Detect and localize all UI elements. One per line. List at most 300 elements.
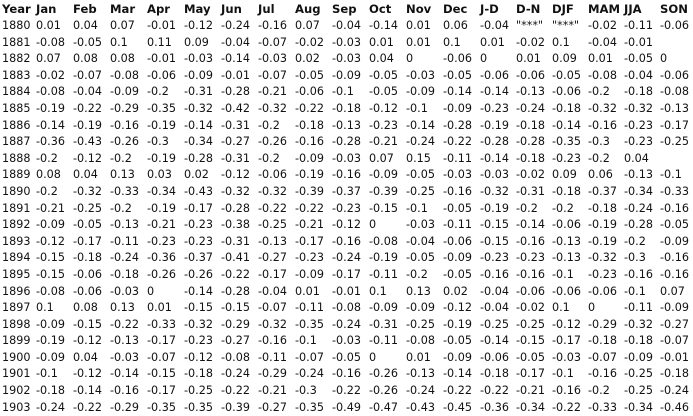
value-cell: -0.16 [258,19,287,32]
value-cell: 0.08 [73,301,98,315]
year-cell: 1887 [2,135,31,149]
value-cell: -0.06 [516,68,545,82]
value-cell: -0.08 [406,334,435,348]
value-cell: 0.01 [516,52,541,66]
value-cell: -0.38 [221,218,250,232]
value-cell: 0.07 [369,151,394,165]
value-cell: -0.05 [295,68,324,82]
value-cell: "***" [552,19,580,32]
value-cell: -0.2 [588,384,610,398]
value-cell: -0.06 [660,68,689,82]
year-cell: 1901 [2,367,31,381]
value-cell: -0.14 [480,85,509,99]
value-cell: -0.2 [588,151,610,165]
value-cell: -0.18 [552,184,581,198]
value-cell: -0.29 [110,101,139,115]
value-cell: -0.34 [624,400,653,414]
value-cell: -0.26 [184,267,213,281]
value-cell: -0.18 [73,251,102,265]
value-cell: -0.03 [443,168,472,182]
value-cell: -0.1 [406,101,428,115]
value-cell: 0.07 [660,284,685,298]
value-cell: -0.24 [221,367,250,381]
value-cell: 0 [147,284,155,298]
value-cell: -0.25 [516,317,545,331]
value-cell: -0.18 [184,367,213,381]
value-cell: 0.09 [552,168,577,182]
value-cell: -0.09 [443,101,472,115]
value-cell: 0.01 [295,284,320,298]
value-cell: -0.03 [332,52,361,66]
value-cell: -0.2 [406,267,428,281]
year-cell: 1886 [2,118,31,132]
value-cell: -0.03 [332,334,361,348]
value-cell: -0.15 [36,267,65,281]
value-cell: -0.14 [480,334,509,348]
value-cell: 0 [480,52,488,66]
value-cell: -0.13 [552,234,581,248]
value-cell: -0.01 [660,350,689,364]
value-cell: -0.23 [184,334,213,348]
value-cell: -0.24 [332,251,361,265]
value-cell: -0.14 [406,118,435,132]
column-header: Apr [147,2,170,16]
value-cell: 0.07 [295,19,320,32]
value-cell: -0.12 [552,317,581,331]
value-cell: -0.23 [147,234,176,248]
value-cell: 0.02 [443,284,468,298]
value-cell: -0.24 [660,384,689,398]
value-cell: -0.16 [480,267,509,281]
value-cell: -0.39 [369,184,398,198]
value-cell: 0.01 [588,52,613,66]
value-cell: -0.06 [258,168,287,182]
value-cell: -0.13 [258,234,287,248]
value-cell: 0.06 [588,168,613,182]
value-cell: -0.2 [110,201,132,215]
column-header: Sep [332,2,357,16]
value-cell: 0 [369,218,377,232]
value-cell: -0.28 [480,135,509,149]
year-cell: 1896 [2,284,31,298]
value-cell: -0.19 [36,101,65,115]
value-cell: -0.2 [36,151,58,165]
value-cell: -0.01 [624,35,653,49]
value-cell: -0.08 [332,301,361,315]
value-cell: -0.02 [516,35,545,49]
table-row [0,51,693,68]
value-cell: 0.03 [147,168,172,182]
value-cell: -0.16 [332,367,361,381]
value-cell: -0.18 [552,101,581,115]
value-cell: -0.31 [516,184,545,198]
value-cell: -0.43 [73,135,102,149]
year-cell: 1882 [2,52,31,66]
value-cell: -0.34 [516,400,545,414]
value-cell: -0.37 [588,184,617,198]
table-row [0,151,693,168]
value-cell: -0.19 [147,118,176,132]
value-cell: -0.19 [480,118,509,132]
table-row [0,217,693,234]
value-cell: 0.04 [73,168,98,182]
value-cell: -0.22 [480,384,509,398]
value-cell: -0.1 [660,168,682,182]
value-cell: -0.09 [36,317,65,331]
table-row [0,35,693,52]
value-cell: -0.09 [369,168,398,182]
value-cell: -0.31 [221,151,250,165]
value-cell: -0.2 [147,85,169,99]
value-cell: -0.05 [660,218,689,232]
value-cell: -0.24 [295,367,324,381]
value-cell: -0.25 [480,317,509,331]
value-cell: -0.18 [295,118,324,132]
value-cell: -0.26 [369,367,398,381]
value-cell: 0.02 [295,52,320,66]
value-cell: -0.06 [480,350,509,364]
value-cell: -0.1 [332,85,354,99]
value-cell: -0.12 [443,301,472,315]
value-cell: 0.13 [110,301,135,315]
value-cell: -0.04 [258,284,287,298]
value-cell: -0.2 [552,201,574,215]
value-cell: -0.35 [295,400,324,414]
value-cell: -0.17 [660,118,689,132]
value-cell: -0.28 [184,151,213,165]
value-cell: -0.22 [221,267,250,281]
value-cell: -0.16 [552,384,581,398]
value-cell: -0.22 [295,201,324,215]
value-cell: -0.07 [73,68,102,82]
value-cell: -0.15 [516,334,545,348]
year-cell: 1885 [2,101,31,115]
value-cell: -0.27 [258,251,287,265]
value-cell: 0.04 [73,350,98,364]
value-cell: -0.26 [110,135,139,149]
year-cell: 1881 [2,35,31,49]
value-cell: -0.13 [624,168,653,182]
value-cell: -0.29 [258,367,287,381]
value-cell: -0.04 [221,35,250,49]
value-cell: -0.05 [369,68,398,82]
value-cell: -0.16 [624,267,653,281]
value-cell: -0.16 [258,334,287,348]
value-cell: -0.18 [110,267,139,281]
value-cell: -0.3 [147,135,169,149]
value-cell: -0.23 [369,118,398,132]
value-cell: 0.07 [36,52,61,66]
value-cell: -0.1 [624,284,646,298]
value-cell: -0.09 [295,151,324,165]
value-cell: -0.08 [221,350,250,364]
value-cell: -0.22 [258,201,287,215]
value-cell: -0.1 [36,367,58,381]
value-cell: -0.29 [110,400,139,414]
value-cell: -0.37 [184,251,213,265]
value-cell: -0.27 [660,317,689,331]
value-cell: -0.03 [332,151,361,165]
year-cell: 1900 [2,350,31,364]
value-cell: -0.17 [73,234,102,248]
value-cell: -0.45 [443,400,472,414]
value-cell: -0.14 [184,284,213,298]
value-cell: -0.19 [147,201,176,215]
column-header: Jun [221,2,242,16]
value-cell: -0.03 [406,68,435,82]
value-cell: -0.11 [443,218,472,232]
value-cell: -0.2 [258,118,280,132]
value-cell: -0.19 [369,251,398,265]
value-cell: -0.22 [221,384,250,398]
value-cell: -0.46 [660,400,689,414]
value-cell: -0.21 [295,218,324,232]
value-cell: -0.23 [480,101,509,115]
value-cell: 0.1 [552,301,570,315]
value-cell: -0.14 [443,367,472,381]
value-cell: -0.3 [588,135,610,149]
value-cell: -0.19 [480,201,509,215]
value-cell: -0.11 [110,234,139,248]
value-cell: -0.36 [480,400,509,414]
value-cell: -0.06 [552,218,581,232]
table-row [0,300,693,317]
value-cell: -0.49 [332,400,361,414]
value-cell: -0.09 [295,267,324,281]
value-cell: -0.24 [221,19,250,32]
value-cell: 0.1 [443,35,461,49]
value-cell: -0.13 [516,85,545,99]
value-cell: -0.28 [221,85,250,99]
value-cell: -0.07 [295,350,324,364]
value-cell: 0 [660,52,668,66]
value-cell: -0.08 [36,85,65,99]
year-cell: 1891 [2,201,31,215]
value-cell: -0.23 [480,251,509,265]
year-cell: 1902 [2,384,31,398]
value-cell: -0.27 [258,400,287,414]
year-cell: 1892 [2,218,31,232]
value-cell: -0.06 [73,284,102,298]
value-cell: -0.09 [184,68,213,82]
table-row [0,167,693,184]
value-cell: -0.31 [221,118,250,132]
value-cell: -0.06 [516,284,545,298]
column-header: Year [2,2,31,16]
column-header: D-N [516,2,541,16]
value-cell: -0.28 [221,284,250,298]
year-cell: 1883 [2,68,31,82]
value-cell: -0.06 [295,85,324,99]
table-row [0,267,693,284]
value-cell: -0.16 [660,251,689,265]
value-cell: -0.33 [588,400,617,414]
value-cell: -0.35 [147,101,176,115]
value-cell: -0.14 [516,218,545,232]
value-cell: 0.1 [110,35,128,49]
value-cell: -0.15 [147,367,176,381]
value-cell: 0 [588,301,596,315]
value-cell: -0.21 [369,135,398,149]
value-cell: -0.29 [588,317,617,331]
table-row [0,350,693,367]
year-cell: 1890 [2,184,31,198]
value-cell: -0.05 [443,68,472,82]
value-cell: -0.22 [443,384,472,398]
value-cell: 0.07 [110,19,135,32]
value-cell: -0.1 [406,201,428,215]
value-cell: -0.02 [295,35,324,49]
value-cell: -0.1 [552,367,574,381]
year-cell: 1895 [2,267,31,281]
value-cell: -0.25 [184,384,213,398]
value-cell: 0.1 [552,35,570,49]
year-cell: 1897 [2,301,31,315]
value-cell: -0.2 [36,184,58,198]
value-cell: -0.11 [258,350,287,364]
value-cell: -0.05 [516,350,545,364]
value-cell: 0.01 [406,19,431,32]
value-cell: -0.28 [516,135,545,149]
value-cell: 0.08 [73,52,98,66]
value-cell: -0.12 [184,19,213,32]
value-cell: -0.05 [443,267,472,281]
value-cell: -0.01 [332,284,361,298]
value-cell: -0.22 [73,400,102,414]
value-cell: -0.19 [73,118,102,132]
value-cell: -0.02 [516,168,545,182]
value-cell: -0.22 [295,101,324,115]
table-row [0,234,693,251]
value-cell: -0.09 [624,350,653,364]
value-cell: -0.15 [184,301,213,315]
table-row [0,68,693,85]
value-cell: -0.09 [660,234,689,248]
value-cell: -0.18 [332,101,361,115]
table-row [0,250,693,267]
value-cell: -0.32 [258,317,287,331]
value-cell: -0.2 [588,85,610,99]
value-cell: -0.25 [624,384,653,398]
value-cell: -0.17 [332,267,361,281]
value-cell: -0.18 [624,334,653,348]
value-cell: -0.01 [147,52,176,66]
value-cell: -0.12 [184,350,213,364]
column-header: Jul [258,2,275,16]
year-cell: 1899 [2,334,31,348]
table-row [0,134,693,151]
table-row [0,284,693,301]
year-cell: 1888 [2,151,31,165]
value-cell: -0.35 [147,400,176,414]
value-cell: -0.07 [258,68,287,82]
value-cell: -0.04 [480,284,509,298]
value-cell: -0.16 [660,201,689,215]
value-cell: -0.09 [406,301,435,315]
value-cell: -0.15 [480,218,509,232]
value-cell: -0.16 [588,118,617,132]
value-cell: -0.32 [184,317,213,331]
value-cell: 0.15 [406,151,431,165]
value-cell: -0.02 [516,301,545,315]
table-row [0,333,693,350]
value-cell: 0.01 [406,350,431,364]
value-cell: -0.2 [110,151,132,165]
table-row [0,366,693,383]
value-cell: -0.21 [516,384,545,398]
value-cell: -0.18 [588,334,617,348]
value-cell: -0.19 [36,334,65,348]
value-cell: -0.11 [443,151,472,165]
value-cell: -0.17 [258,267,287,281]
table-row [0,184,693,201]
value-cell: -0.27 [221,334,250,348]
column-header: JJA [624,2,642,16]
value-cell: -0.06 [73,267,102,281]
value-cell: -0.11 [624,301,653,315]
value-cell: -0.03 [480,168,509,182]
value-cell: -0.19 [588,218,617,232]
column-header: MAM [588,2,621,16]
value-cell: -0.03 [552,350,581,364]
value-cell: -0.17 [516,367,545,381]
value-cell: -0.24 [110,251,139,265]
column-header: J-D [480,2,499,16]
value-cell: -0.32 [258,101,287,115]
value-cell: -0.11 [295,301,324,315]
value-cell: -0.35 [295,317,324,331]
value-cell: 0.01 [147,301,172,315]
value-cell: -0.02 [588,19,617,32]
value-cell: -0.09 [332,68,361,82]
value-cell: -0.32 [184,101,213,115]
value-cell: -0.09 [36,218,65,232]
value-cell: -0.26 [369,384,398,398]
value-cell: 0.1 [369,284,387,298]
value-cell: -0.03 [110,350,139,364]
value-cell: -0.13 [406,367,435,381]
value-cell: 0.04 [369,52,394,66]
year-cell: 1884 [2,85,31,99]
value-cell: -0.31 [369,317,398,331]
column-header: Oct [369,2,392,16]
value-cell: -0.09 [443,251,472,265]
value-cell: -0.12 [73,151,102,165]
value-cell: -0.2 [624,234,646,248]
value-cell: -0.22 [552,400,581,414]
value-cell: -0.19 [147,151,176,165]
value-cell: -0.18 [516,151,545,165]
value-cell: -0.32 [624,317,653,331]
value-cell: -0.34 [184,135,213,149]
value-cell: -0.06 [660,19,689,32]
value-cell: -0.24 [406,135,435,149]
value-cell: -0.06 [552,85,581,99]
value-cell: -0.16 [443,184,472,198]
value-cell: 0 [369,350,377,364]
value-cell: -0.09 [36,350,65,364]
value-cell: -0.32 [588,101,617,115]
value-cell: -0.25 [73,201,102,215]
value-cell: 0.13 [406,284,431,298]
value-cell: -0.08 [36,284,65,298]
value-cell: -0.31 [184,85,213,99]
value-cell: -0.23 [295,251,324,265]
value-cell: -0.26 [147,267,176,281]
value-cell: -0.08 [369,234,398,248]
value-cell: -0.18 [624,85,653,99]
value-cell: -0.12 [36,234,65,248]
